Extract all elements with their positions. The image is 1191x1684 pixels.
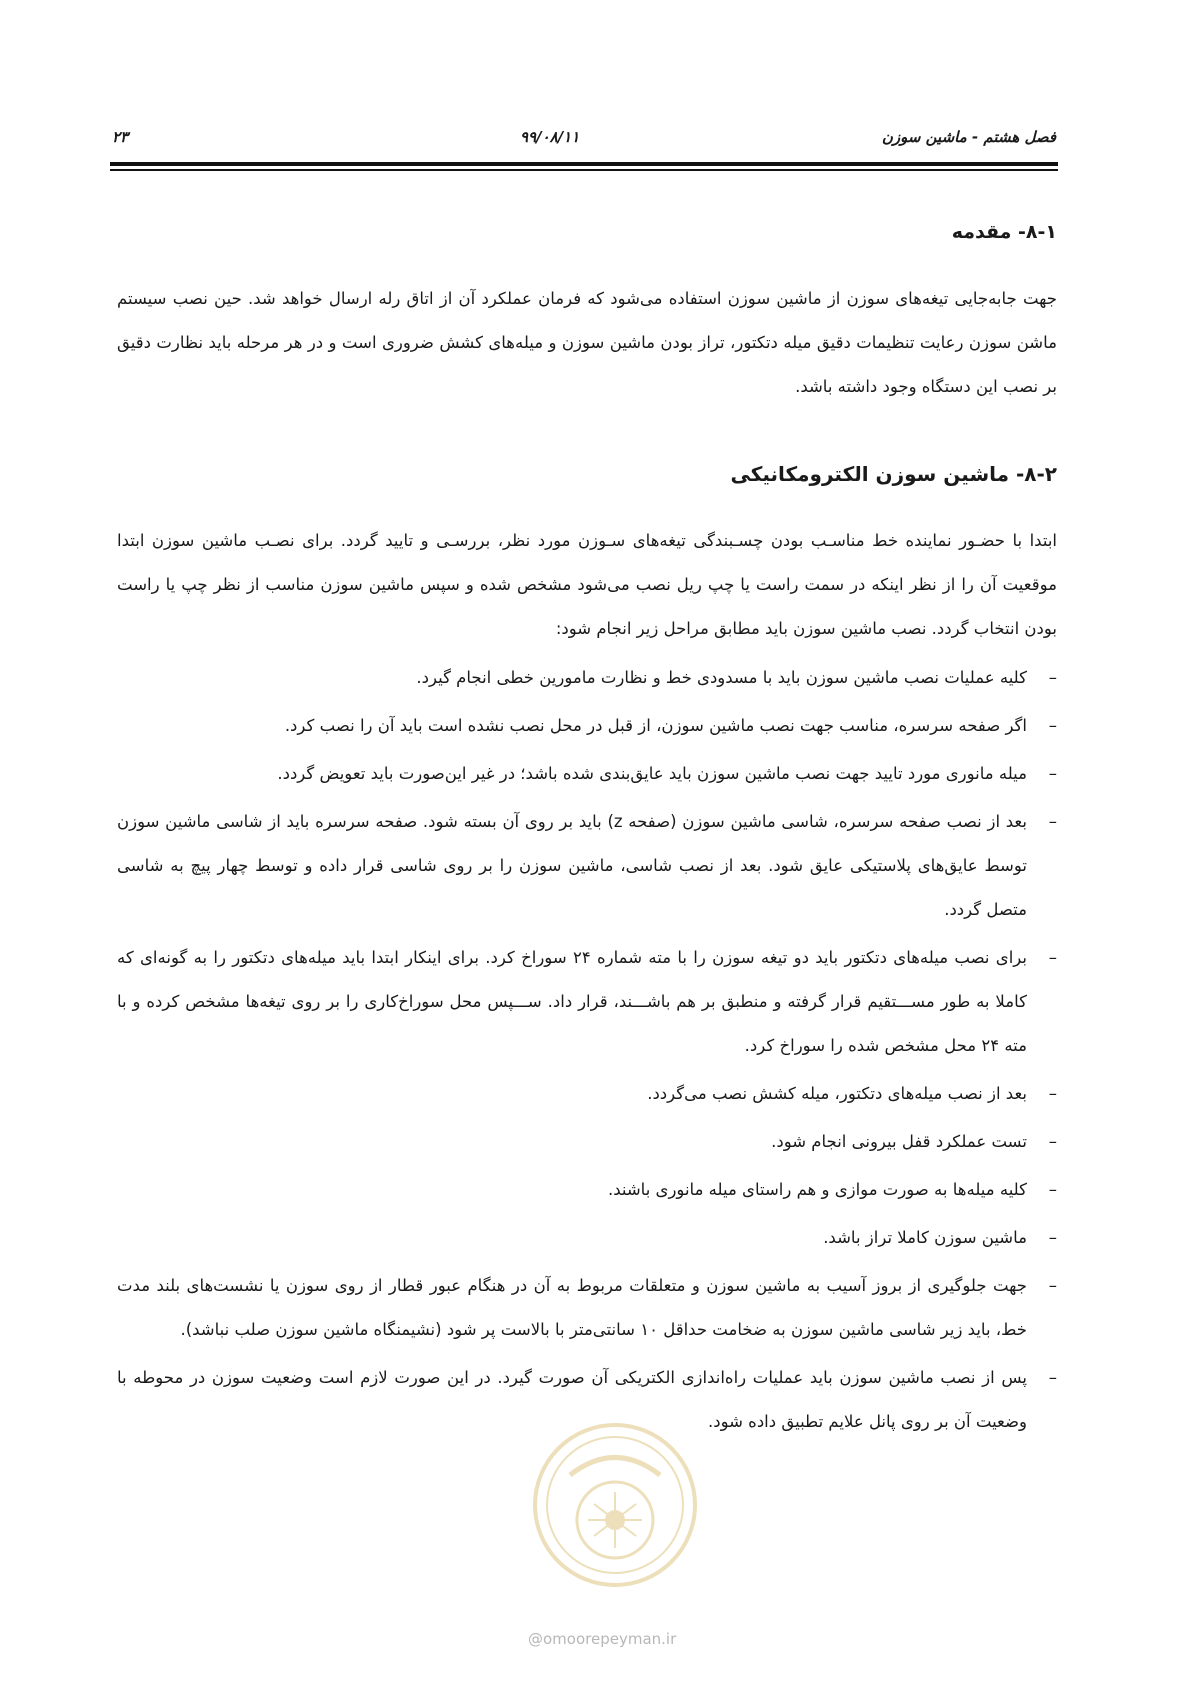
- bullet-dash: –: [1048, 948, 1057, 967]
- list-item: [117, 800, 1057, 932]
- list-item-text: کلیه عملیات نصب ماشین سوزن باید با مسدودی خط و نظارت مامورین خطی انجام گیرد.: [416, 668, 1027, 687]
- bullet-dash: –: [1048, 1228, 1057, 1247]
- bullet-dash: –: [1048, 764, 1057, 783]
- bullet-dash: –: [1048, 1276, 1057, 1295]
- list-item-text: ماشین سوزن کاملا تراز باشد.: [823, 1228, 1027, 1247]
- list-item-text: پس از نصب ماشین سوزن باید عملیات راه‌اندازی الکتریکی آن صورت گیرد. در این صورت لازم است وضعیت سوزن در محوطه با وضعیت آن بر روی پانل علایم تطبیق داده شود.: [117, 1368, 1027, 1431]
- bullet-dash: –: [1048, 716, 1057, 735]
- list-item: [117, 1216, 1057, 1260]
- header-rule-thick: [110, 162, 1058, 166]
- bullet-dash: –: [1048, 1084, 1057, 1103]
- section-paragraph-intro: جهت جابه‌جایی تیغه‌های سوزن از ماشین سوزن استفاده می‌شود که فرمان عملکرد آن از اتاق رله ارسال خواهد شد. حین نصب سیستم ماشن سوزن رعایت تنظیمات دقیق میله دتکتور، تراز بودن ماشین سوزن و میله‌های کشش ضروری است و در هر مرحله باید نظارت دقیق بر نصب این دستگاه وجود داشته باشد.: [117, 289, 1057, 396]
- bullet-dash: –: [1048, 1180, 1057, 1199]
- bullet-dash: –: [1048, 812, 1057, 831]
- list-item: [117, 1168, 1057, 1212]
- list-item-text: جهت جلوگیری از بروز آسیب به ماشین سوزن و متعلقات مربوط به آن در هنگام عبور قطار از روی سوزن یا نشست‌های بلند مدت خط، باید زیر شاسی ماشین سوزن به ضخامت حداقل ۱۰ سانتی‌متر با بالاست پر شود (نشیمنگاه ماشین سوزن صلب نباشد).: [117, 1276, 1027, 1339]
- section-heading-electromechanical: ۸-۲- ماشین سوزن الکترومکانیکی: [730, 462, 1057, 486]
- list-item-text: برای نصب میله‌های دتکتور باید دو تیغه سوزن را با مته شماره ۲۴ سوراخ کرد. برای اینکار ابتدا باید میله‌های دتکتور را به گونه‌ای که کاملا به طور مســـتقیم قرار گرفته و منطبق بر هم باشـــند، قرار داد. ســـپس محل سوراخ‌کاری را بر روی تیغه‌ها مشخص کرده و با مته ۲۴ محل مشخص شده را سوراخ کرد.: [117, 948, 1027, 1055]
- bullet-dash: –: [1048, 1132, 1057, 1151]
- list-item-text: بعد از نصب صفحه سرسره، شاسی ماشین سوزن (صفحه z) باید بر روی آن بسته شود. صفحه سرسره باید از شاسی ماشین سوزن توسط عایق‌های پلاستیکی عایق شود. بعد از نصب شاسی، ماشین سوزن را بر روی شاسی قرار داده و توسط چهار پیچ به شاسی متصل گردد.: [117, 812, 1027, 919]
- list-item: [117, 1120, 1057, 1164]
- list-item: [117, 752, 1057, 796]
- bullet-dash: –: [1048, 1368, 1057, 1387]
- list-item: [117, 1264, 1057, 1352]
- header-chapter-title: فصل هشتم - ماشین سوزن: [881, 128, 1056, 146]
- list-item: [117, 656, 1057, 700]
- list-item-text: کلیه میله‌ها به صورت موازی و هم راستای میله مانوری باشند.: [607, 1180, 1027, 1199]
- list-item: [117, 704, 1057, 748]
- header-page-number: ۲۳: [112, 128, 129, 146]
- installation-steps-list: [117, 656, 1057, 1448]
- list-item-text: تست عملکرد قفل بیرونی انجام شود.: [771, 1132, 1027, 1151]
- list-item-text: بعد از نصب میله‌های دتکتور، میله کشش نصب می‌گردد.: [647, 1084, 1027, 1103]
- list-item: [117, 936, 1057, 1068]
- bullet-dash: –: [1048, 668, 1057, 687]
- section-paragraph-electromechanical: ابتدا با حضـور نماینده خط مناسـب بودن چسـبندگی تیغه‌های سـوزن مورد نظر، بررسـی و تایید گردد. برای نصـب ماشین سوزن ابتدا موقعیت آن را از نظر اینکه در سمت راست یا چپ ریل نصب می‌شود مشخص شده و سپس ماشین سوزن مناسب از نظر چپ یا راست بودن انتخاب گردد. نصب ماشین سوزن باید مطابق مراحل زیر انجام شود:: [117, 531, 1057, 638]
- list-item: [117, 1072, 1057, 1116]
- list-item-text: اگر صفحه سرسره، مناسب جهت نصب ماشین سوزن، از قبل در محل نصب نشده است باید آن را نصب کرد.: [284, 716, 1027, 735]
- seal-logo-icon: [530, 1420, 700, 1590]
- header-date: ۹۹/۰۸/۱۱: [520, 128, 580, 146]
- list-item-text: میله مانوری مورد تایید جهت نصب ماشین سوزن باید عایق‌بندی شده باشد؛ در غیر این‌صورت باید تعویض گردد.: [277, 764, 1027, 783]
- header-rule-thin: [110, 169, 1058, 171]
- website-watermark: @omoorepeyman.ir: [528, 1630, 677, 1648]
- section-heading-intro: ۸-۱- مقدمه: [951, 221, 1057, 243]
